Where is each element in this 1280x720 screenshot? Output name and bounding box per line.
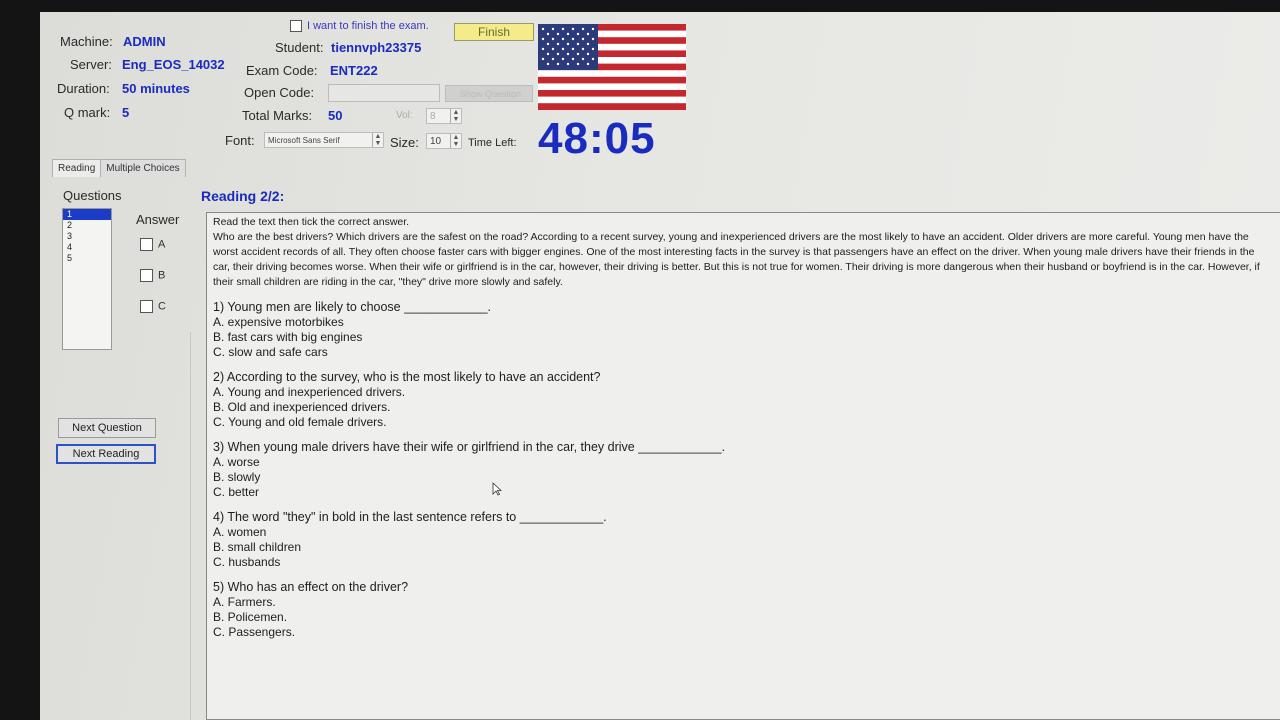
machine-value: ADMIN — [123, 34, 166, 49]
question-text: 4) The word "they" in bold in the last sentence refers to ____________. — [213, 510, 607, 524]
show-question-button[interactable]: Show Question — [445, 85, 533, 102]
checkbox-icon[interactable] — [140, 300, 153, 313]
option-c: C. Young and old female drivers. — [213, 415, 387, 429]
machine-label: Machine: — [60, 34, 113, 49]
answer-option-c[interactable]: C — [140, 300, 166, 313]
instruction: Read the text then tick the correct answer. — [213, 216, 410, 228]
question-1 — [213, 300, 1274, 360]
server-value: Eng_EOS_14032 — [122, 57, 225, 72]
server-label: Server: — [70, 57, 112, 72]
question-text: 5) Who has an effect on the driver? — [213, 580, 409, 594]
question-5 — [213, 580, 1274, 640]
question-list — [62, 208, 112, 350]
option-c: C. husbands — [213, 555, 281, 569]
question-text: 3) When young male drivers have their wife or girlfriend in the car, they drive ____________. — [213, 440, 726, 454]
mouse-cursor-icon — [492, 482, 502, 496]
list-item[interactable]: 5 — [67, 253, 73, 263]
list-item[interactable]: 2 — [67, 220, 73, 230]
question-3 — [213, 440, 1274, 500]
us-flag-icon — [538, 24, 686, 110]
option-a: A. worse — [213, 455, 260, 469]
answer-label: Answer — [136, 212, 180, 227]
tab-multiple-choices[interactable]: Multiple Choices — [100, 159, 185, 177]
reading-content — [206, 212, 1280, 720]
open-code-label: Open Code: — [244, 85, 315, 100]
exam-code-label: Exam Code: — [246, 63, 318, 78]
checkbox-icon[interactable] — [290, 20, 302, 32]
duration-value: 50 minutes — [122, 81, 190, 96]
qmark-label: Q mark: — [64, 105, 111, 120]
question-text: 1) Young men are likely to choose ____________. — [213, 300, 491, 314]
question-text: 2) According to the survey, who is the most likely to have an accident? — [213, 370, 601, 384]
option-a: A. Farmers. — [213, 595, 276, 609]
student-label: Student: — [275, 40, 324, 55]
chevron-down-icon[interactable]: ▲ ▼ — [372, 133, 383, 147]
answer-option-a[interactable]: A — [140, 238, 165, 251]
spin-arrows-icon[interactable]: ▲ ▼ — [450, 109, 461, 123]
option-a: A. expensive motorbikes — [213, 315, 344, 329]
font-label: Font: — [225, 133, 255, 148]
question-2 — [213, 370, 1274, 430]
exam-window — [40, 12, 1280, 720]
checkbox-icon[interactable] — [140, 238, 153, 251]
option-a: A. Young and inexperienced drivers. — [213, 385, 406, 399]
total-marks-label: Total Marks: — [242, 108, 313, 123]
question-4 — [213, 510, 1274, 570]
time-left-value: 48:05 — [538, 114, 656, 163]
option-c: C. Passengers. — [213, 625, 296, 639]
finish-button[interactable]: Finish — [454, 23, 534, 41]
option-c: C. better — [213, 485, 260, 499]
qmark-value: 5 — [122, 105, 130, 120]
next-reading-button[interactable]: Next Reading — [56, 444, 156, 464]
option-b: B. fast cars with big engines — [213, 330, 363, 344]
duration-label: Duration: — [57, 81, 110, 96]
passage — [213, 215, 1274, 290]
time-left-label: Time Left: — [468, 137, 517, 149]
option-a: A. women — [213, 525, 267, 539]
size-label: Size: — [390, 135, 419, 150]
passage-text: Who are the best drivers? Which drivers are the safest on the road? According to a recent survey, young and inexperienced drivers are the most likely to have an accident. Older drivers are more careful. Young men have the worst accident records of all. They often choose faster cars with bigger engines. One of the most interesting facts in the survey is that passengers have an effect on the driver. When young male drivers have their friends in the car, their driving becomes worse. When their wife or girlfriend is in the car, however, their driving is better. But this is not true for women. Their driving is more dangerous when their husband or boyfriend is in the car. However, if their small children are riding in the car, "they" drive more slowly and safely. — [213, 231, 1260, 288]
option-b: B. Policemen. — [213, 610, 288, 624]
total-marks-value: 50 — [328, 108, 343, 123]
exam-code-value: ENT222 — [330, 63, 378, 78]
checkbox-icon[interactable] — [140, 269, 153, 282]
next-question-button[interactable]: Next Question — [58, 418, 156, 438]
finish-exam-checkbox[interactable]: I want to finish the exam. — [290, 20, 429, 32]
open-code-input[interactable] — [328, 84, 440, 102]
list-item[interactable]: 4 — [67, 242, 73, 252]
questions-label: Questions — [63, 188, 122, 203]
option-b: B. small children — [213, 540, 302, 554]
vol-stepper[interactable]: 8 ▲ ▼ — [426, 108, 462, 124]
divider — [190, 332, 191, 720]
vol-label: Vol: — [396, 110, 413, 121]
student-value: tiennvph23375 — [331, 40, 422, 55]
tab-reading[interactable]: Reading — [52, 159, 101, 177]
list-item[interactable]: 1 — [63, 209, 111, 220]
reading-title: Reading 2/2: — [201, 188, 285, 204]
option-c: C. slow and safe cars — [213, 345, 328, 359]
list-item[interactable]: 3 — [67, 231, 73, 241]
option-b: B. slowly — [213, 470, 261, 484]
answer-option-b[interactable]: B — [140, 269, 165, 282]
spin-arrows-icon[interactable]: ▲ ▼ — [450, 134, 461, 148]
option-b: B. Old and inexperienced drivers. — [213, 400, 391, 414]
size-stepper[interactable]: 10 ▲ ▼ — [426, 133, 462, 149]
tab-bar — [52, 158, 185, 177]
font-select[interactable]: Microsoft Sans Serif ▲ ▼ — [264, 132, 384, 148]
